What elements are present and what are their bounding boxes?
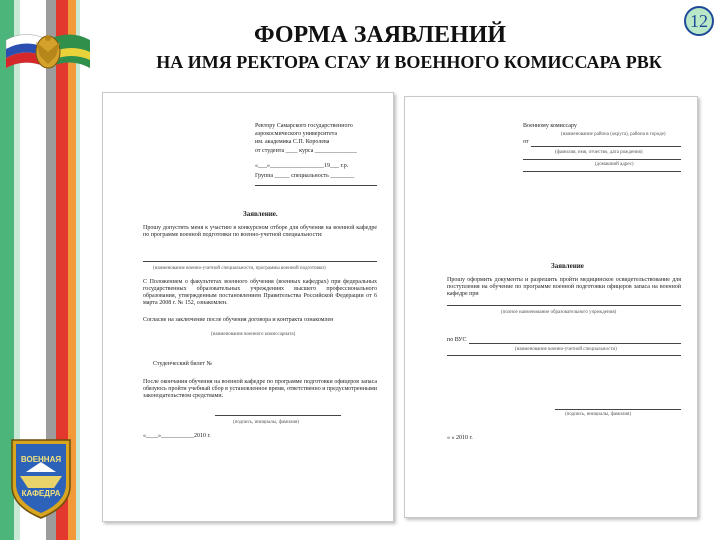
field-caption: (подпись, инициалы, фамилия) [565, 412, 632, 417]
addressee-line: Военному комиссару [523, 123, 577, 129]
emblem-text-top: ВОЕННАЯ [20, 455, 62, 464]
underline [143, 261, 377, 262]
date-line: «____»___________2010 г. [143, 433, 211, 439]
application-form-commissar [404, 96, 698, 518]
page-title: ФОРМА ЗАЯВЛЕНИЙ [253, 22, 507, 48]
field-caption: (подпись, инициалы, фамилия) [233, 420, 300, 425]
addressee-line: аэрокосмического университета [255, 131, 337, 137]
addressee-line: им. академика С.П. Королева [255, 139, 330, 145]
page-subtitle: НА ИМЯ РЕКТОРА СГАУ И ВОЕННОГО КОМИССАРА РВК [156, 52, 662, 72]
form-body-paragraph: Прошу оформить документы и разрешить пройти медицинское освидетельствование для поступления на обучение по программе военной подготовки офицеров запаса на военной кафедре при [447, 277, 681, 297]
field-caption: (полное наименование образовательного учреждения) [501, 310, 617, 315]
underline [523, 171, 681, 172]
field-caption: (домашний адрес) [595, 162, 634, 167]
signature-line [555, 409, 681, 410]
emblem-text-bottom: КАФЕДРА [21, 489, 61, 498]
eagle-flag-emblem [2, 22, 94, 84]
underline [469, 343, 681, 344]
field-caption: (наименование военного комиссариата) [211, 332, 296, 337]
addressee-line: Ректору Самарского государственного [255, 123, 353, 129]
form-body-paragraph: После окончания обучения на военной кафедре по программе подготовки офицеров запаса обязуюсь пройти учебный сбор в установленное время, ответственно и предусмотренными законодательством средствами. [143, 379, 377, 399]
addressee-line: от [523, 139, 529, 145]
addressee-line: от студента ____ курса ______________ [255, 148, 357, 154]
form-body-paragraph: Согласие на заключение после обучения договора и контракта ознакомлен [143, 317, 334, 323]
signature-line [215, 415, 341, 416]
date-line: « » 2010 г. [447, 435, 473, 441]
field-caption: (наименование военно-учетной специальности, программы военной подготовки) [153, 266, 326, 271]
form-body-paragraph: С Положением о факультетах военного обучения (военных кафедрах) при федеральных государственных образовательных учреждениях высшего профессионального образования, утвержденным постановлением Правительства Российской Федерации от 6 марта 2008 г. № 152, ознакомлен. [143, 279, 377, 306]
addressee-line: «___»__________________19___ г.р. [255, 163, 349, 169]
underline [447, 305, 681, 306]
addressee-line: Группа _____ специальность ________ [255, 173, 355, 179]
field-caption: (фамилия, имя, отчество, дата рождения) [555, 150, 643, 155]
vus-label: по ВУС [447, 337, 467, 343]
page-number-badge: 12 [684, 6, 714, 36]
field-caption: (наименование военно-учетной специальности) [515, 347, 617, 352]
field-caption: (наименование района (округа), района в городе) [561, 132, 666, 137]
underline [523, 159, 681, 160]
underline [255, 185, 377, 186]
military-department-shield-emblem [6, 436, 76, 520]
application-form-rector [102, 92, 394, 522]
underline [447, 355, 681, 356]
form-heading: Заявление. [243, 210, 278, 218]
form-body-paragraph: Прошу допустить меня к участию в конкурсном отборе для обучения на военной кафедре по программе военной подготовки по военно-учетной специальности: [143, 225, 377, 238]
form-heading: Заявление [551, 262, 584, 270]
student-ticket-label: Студенческий билет № [153, 361, 213, 367]
underline [531, 146, 681, 147]
